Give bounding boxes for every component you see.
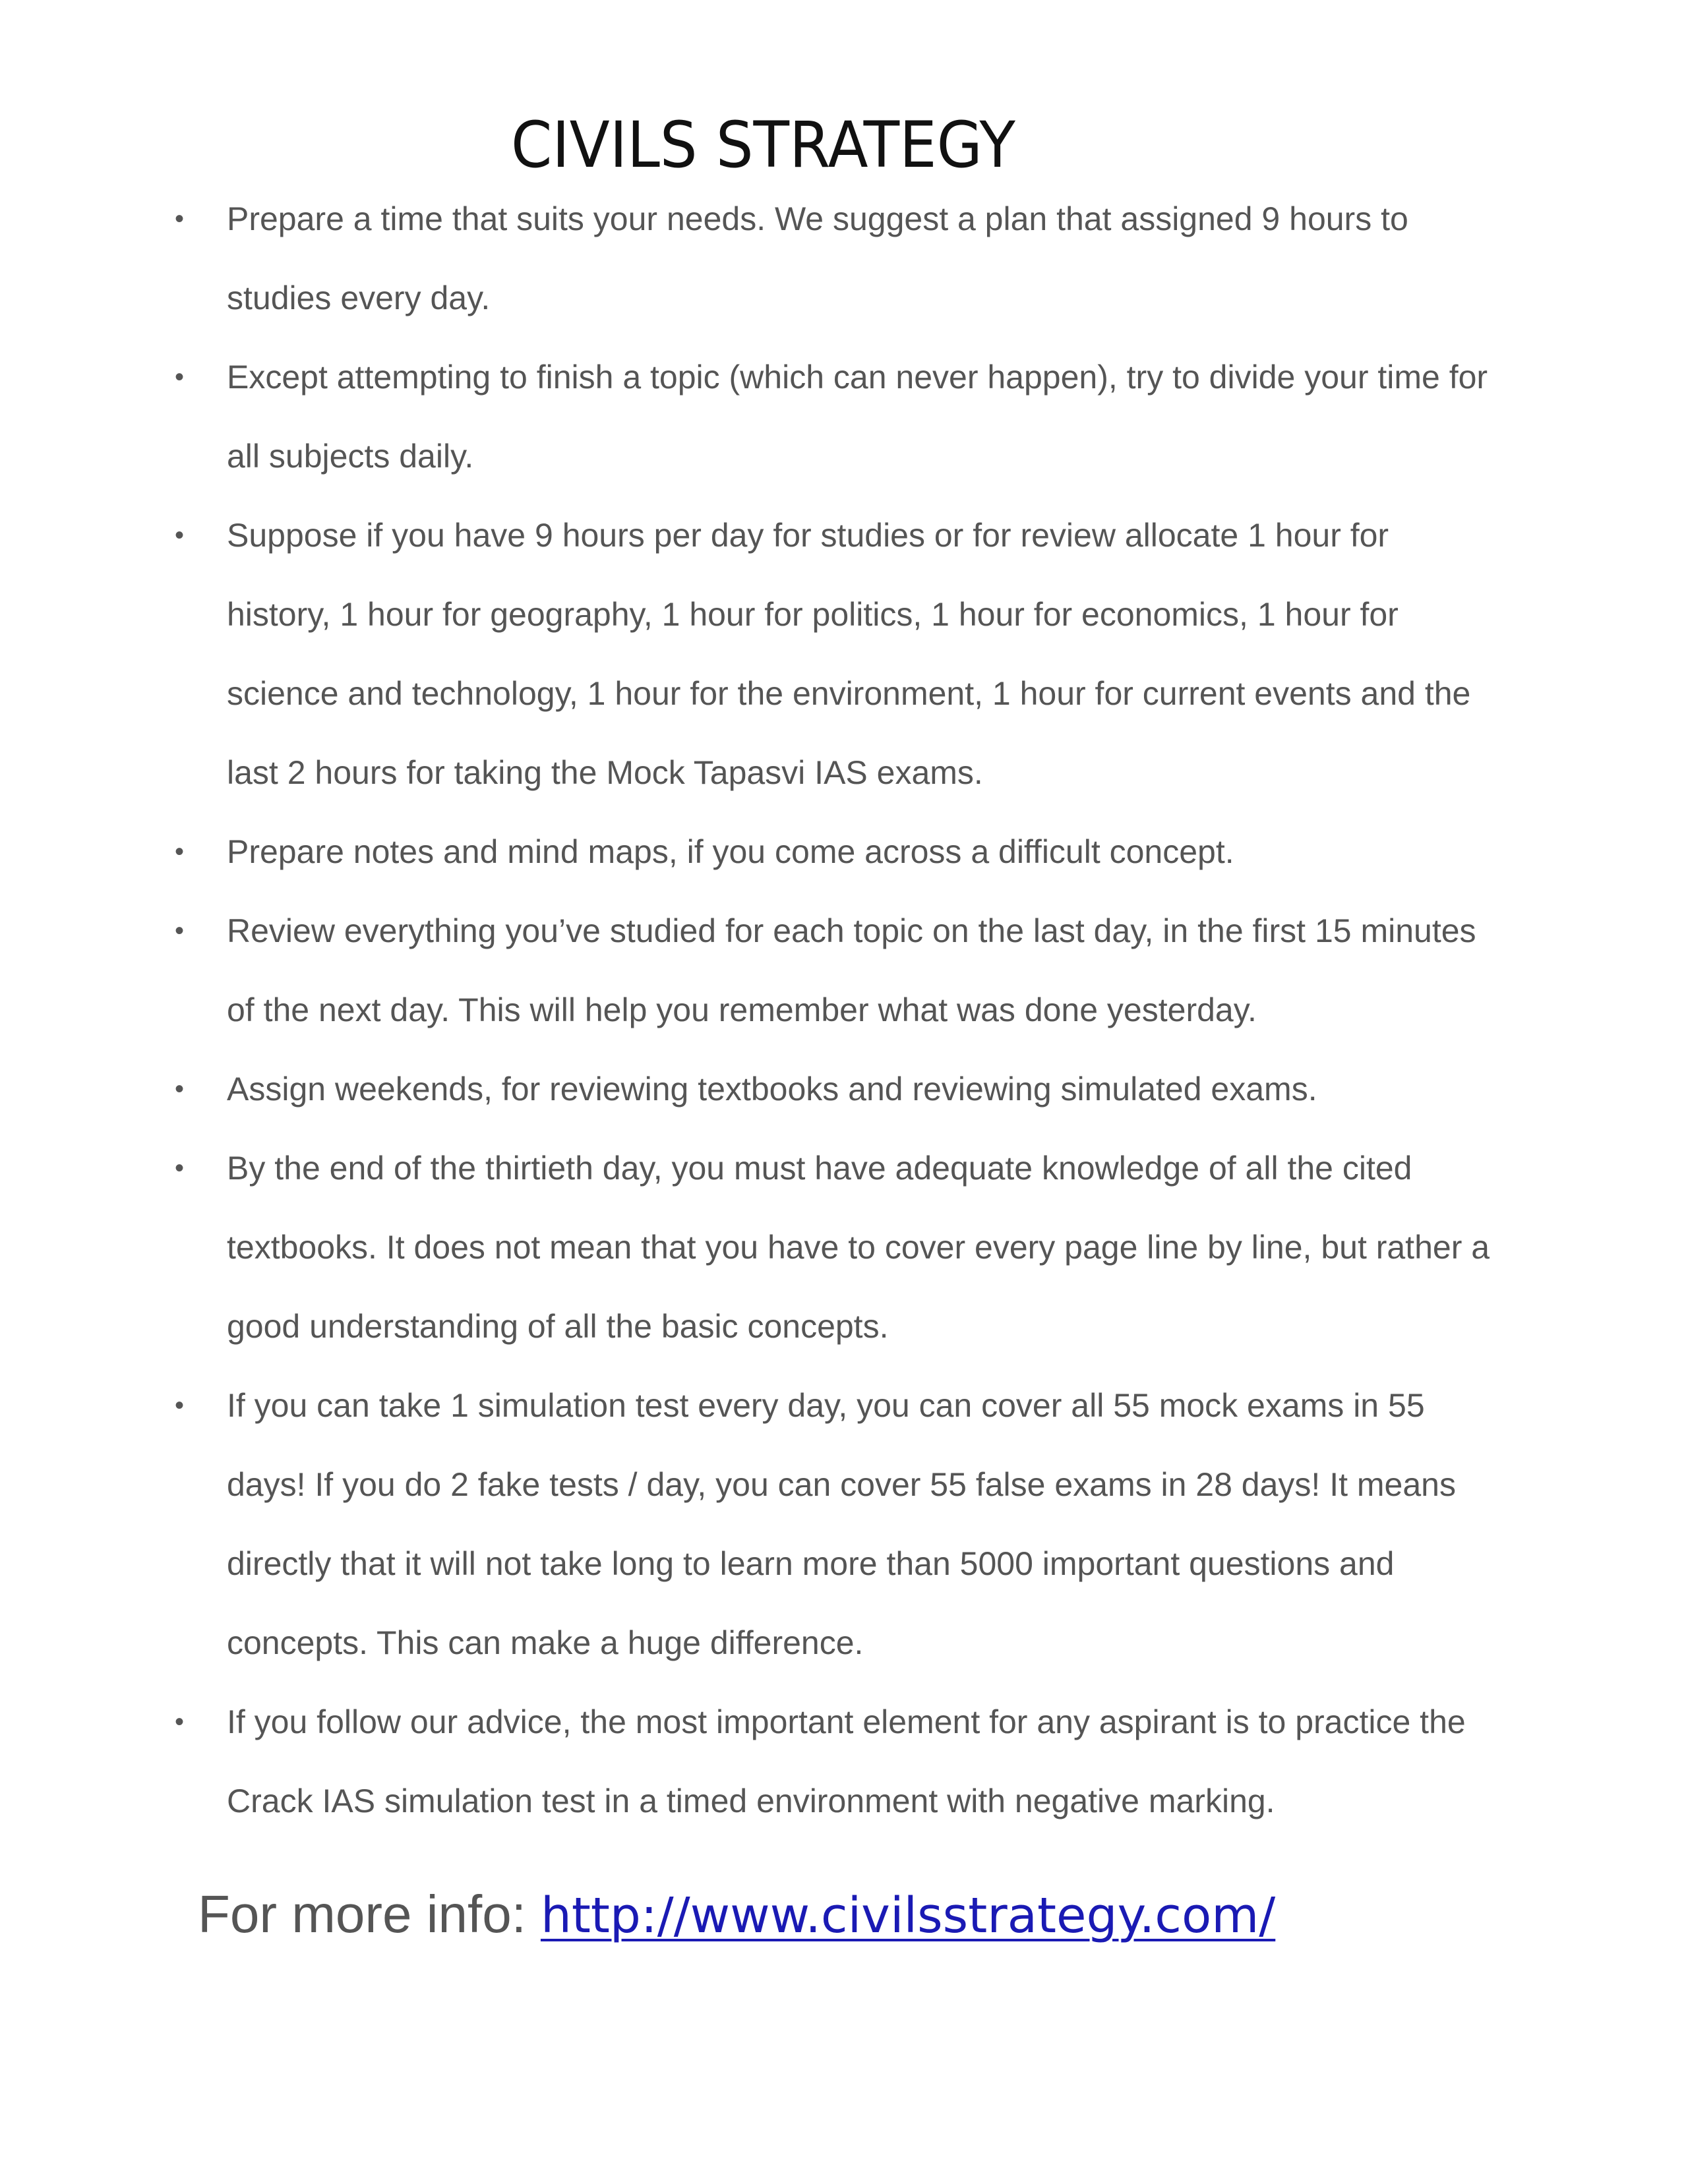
- bullet-icon: •: [175, 363, 185, 392]
- tip-text: Assign weekends, for reviewing textbooks and reviewing simulated exams.: [227, 1071, 1317, 1107]
- tip-text: Prepare notes and mind maps, if you come across a difficult concept.: [227, 833, 1234, 870]
- website-link[interactable]: http://www.civilsstrategy.com/: [540, 1887, 1276, 1944]
- bullet-icon: •: [175, 204, 185, 233]
- tip-text: By the end of the thirtieth day, you must have adequate knowledge of all the cited textbooks. It does not mean that you have to cover every page line by line, but rather a good understanding of all the basic concepts.: [227, 1150, 1490, 1345]
- footer-label: For more info:: [198, 1885, 526, 1943]
- bullet-icon: •: [175, 1707, 185, 1736]
- tip-text: If you can take 1 simulation test every day, you can cover all 55 mock exams in 55 days! If you do 2 fake tests / day, you can cover 55 false exams in 28 days! It means directly that it will not take long to learn more than 5000 important questions and concepts. This can make a huge difference.: [227, 1387, 1456, 1661]
- tip-item-1: [0, 179, 1499, 338]
- tip-text: Suppose if you have 9 hours per day for studies or for review allocate 1 hour for history, 1 hour for geography, 1 hour for politics, 1 hour for economics, 1 hour for science and technology, 1 hour for the environment, 1 hour for current events and the last 2 hours for taking the Mock Tapasvi IAS exams.: [227, 517, 1471, 791]
- bullet-icon: •: [175, 916, 185, 945]
- tip-item-6: [0, 1049, 1499, 1129]
- tip-text: Prepare a time that suits your needs. We suggest a plan that assigned 9 hours to studies every day.: [227, 200, 1408, 316]
- tip-text: Except attempting to finish a topic (which can never happen), try to divide your time for all subjects daily.: [227, 359, 1488, 475]
- tip-item-3: [0, 496, 1499, 812]
- bullet-icon: •: [175, 837, 185, 866]
- document-title: CIVILS STRATEGY: [511, 108, 1015, 182]
- tip-item-9: [0, 1682, 1499, 1841]
- tips-list: [0, 179, 1688, 1841]
- bullet-icon: •: [175, 1154, 185, 1183]
- bullet-icon: •: [175, 521, 185, 550]
- tip-item-7: [0, 1129, 1499, 1366]
- tip-item-4: [0, 812, 1499, 891]
- tip-item-2: [0, 338, 1499, 496]
- tip-text: Review everything you’ve studied for each topic on the last day, in the first 15 minutes of the next day. This will help you remember what was done yesterday.: [227, 912, 1476, 1028]
- tip-item-5: [0, 891, 1499, 1049]
- bullet-icon: •: [175, 1391, 185, 1420]
- bullet-icon: •: [175, 1075, 185, 1104]
- tip-text: If you follow our advice, the most important element for any aspirant is to practice the Crack IAS simulation test in a timed environment with negative marking.: [227, 1703, 1466, 1819]
- footer-info: [198, 1884, 1275, 1945]
- tip-item-8: [0, 1366, 1499, 1682]
